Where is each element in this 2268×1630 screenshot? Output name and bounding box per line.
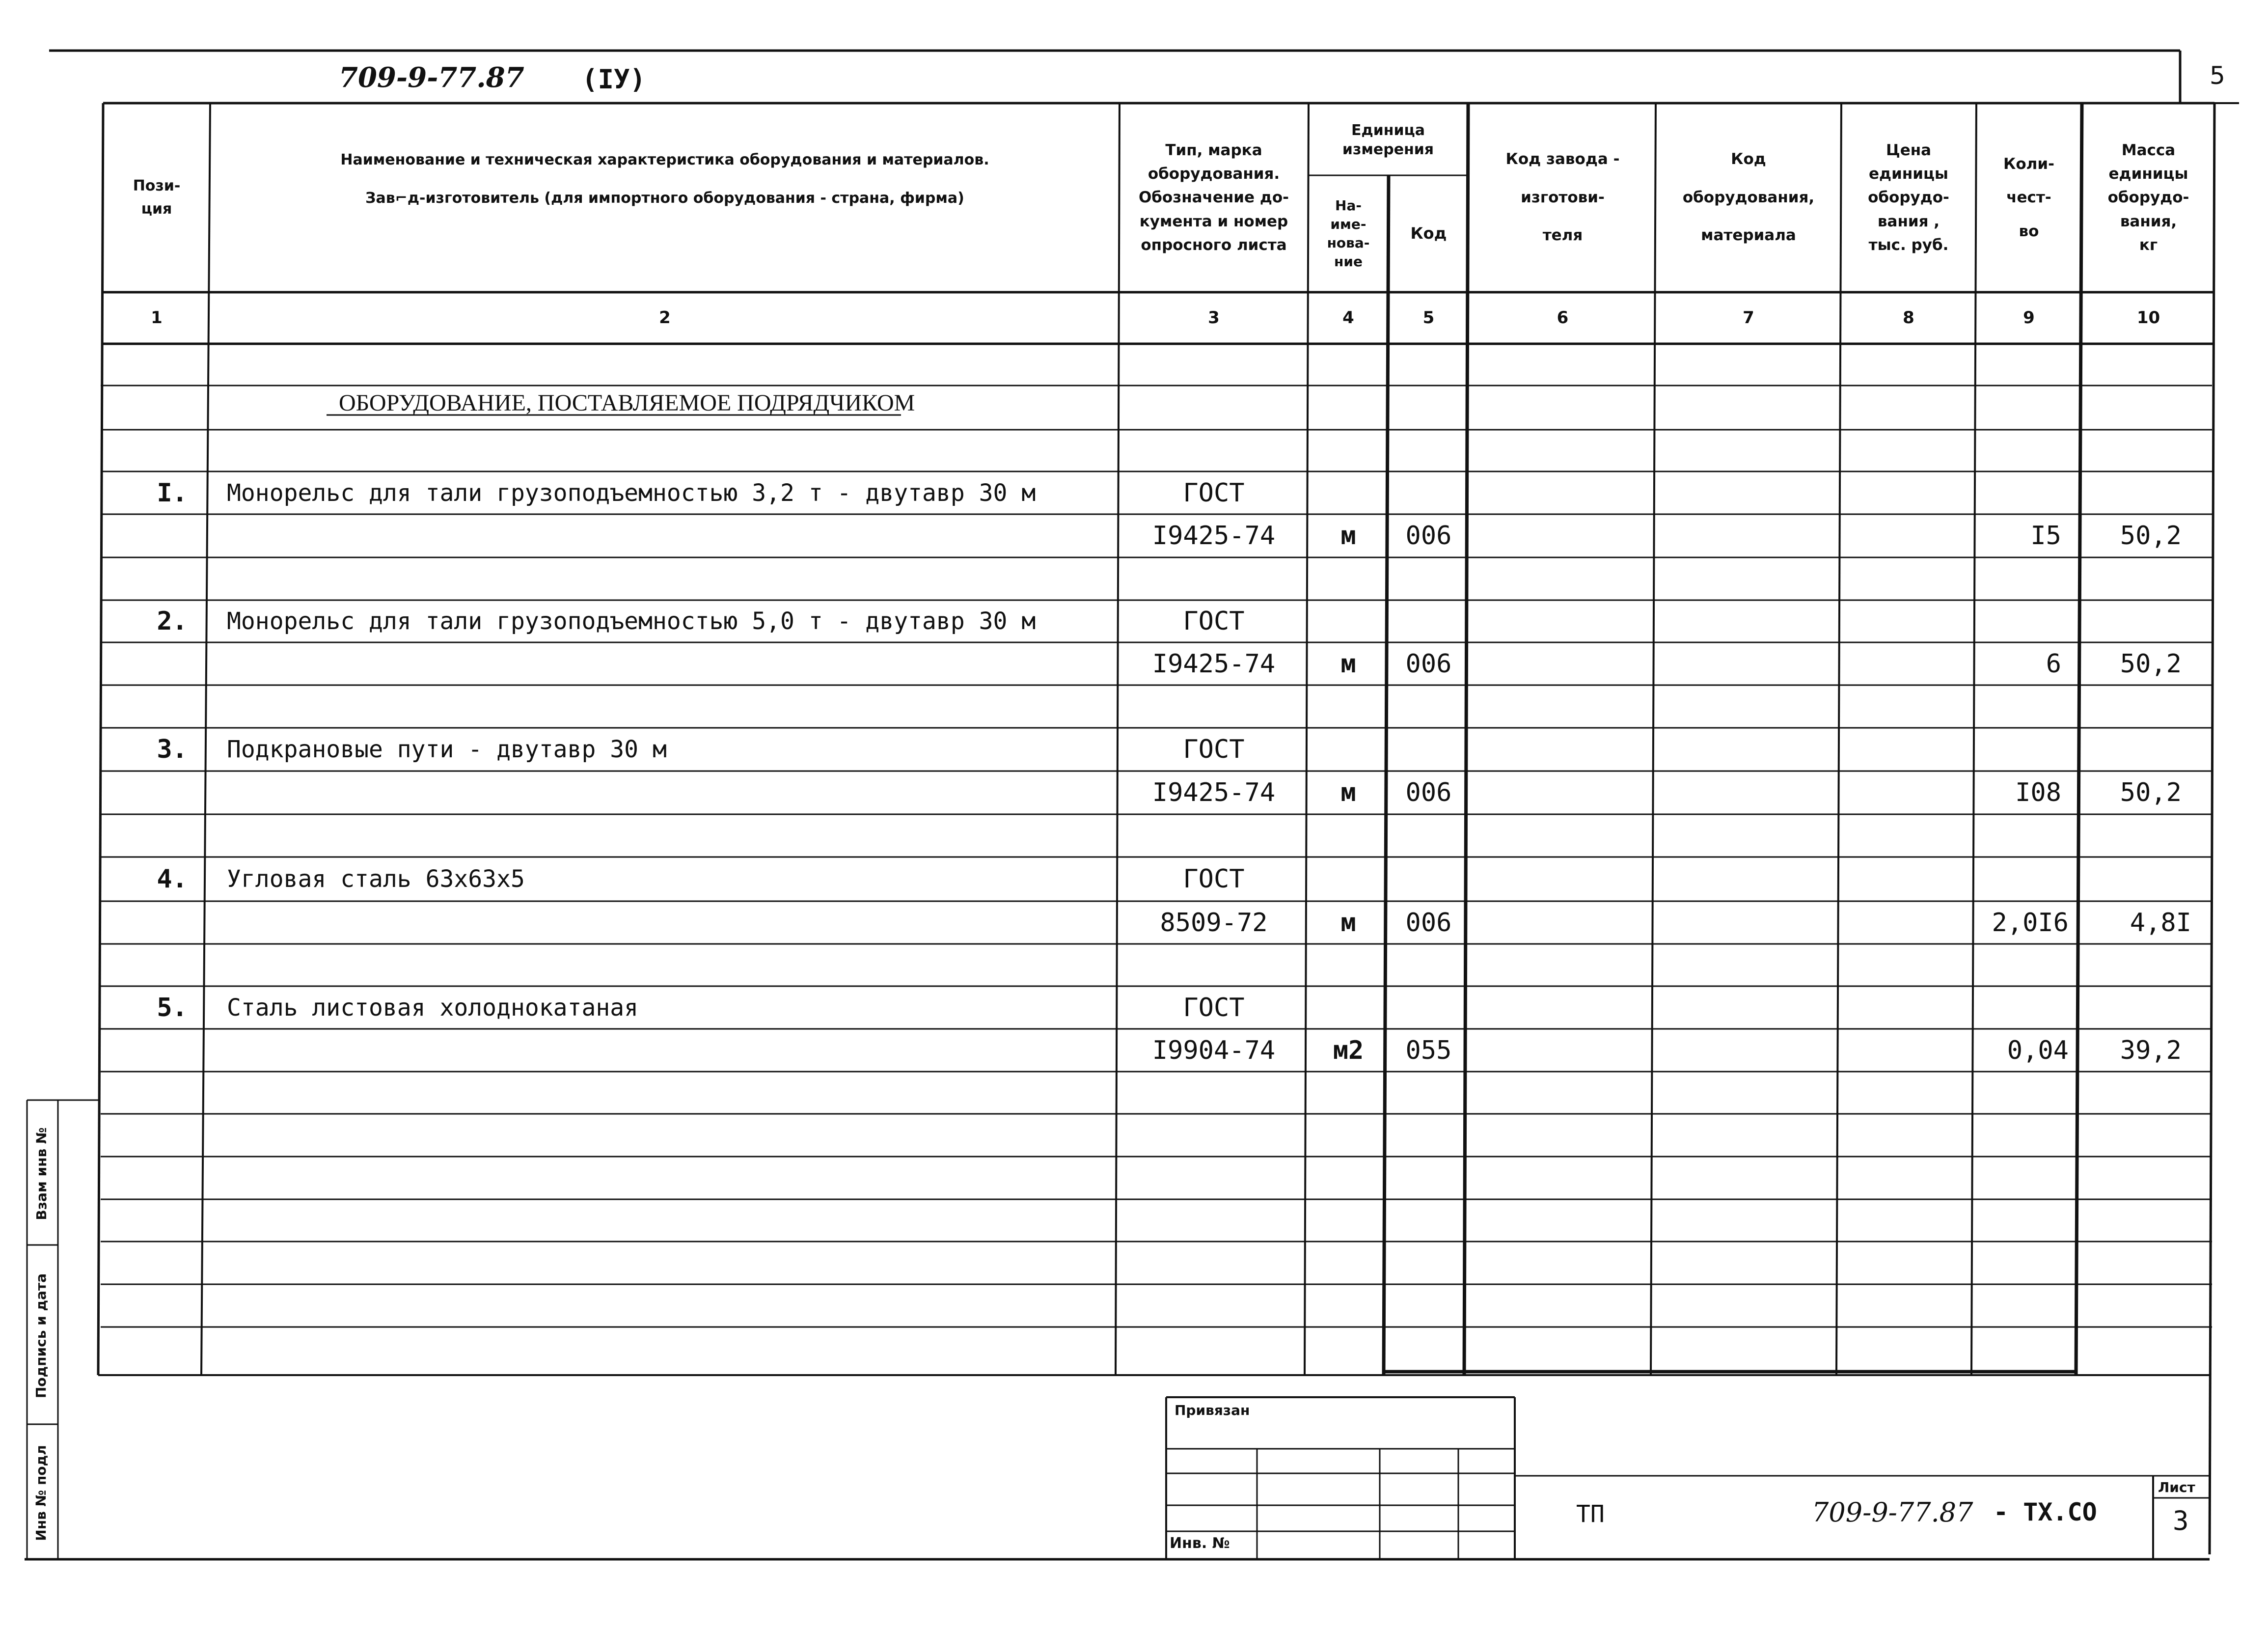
column-number: 10 bbox=[2136, 308, 2160, 328]
item-position: 2. bbox=[157, 607, 188, 636]
column-header-factory-code: Код завода - изготови- теля bbox=[1505, 150, 1620, 245]
item-quantity: I5 bbox=[2030, 521, 2061, 551]
stamp-list-label: Лист bbox=[2158, 1479, 2195, 1495]
column-header-mass: Масса единицы оборудо- вания, кг bbox=[2107, 141, 2189, 254]
item-type-b: 8509-72 bbox=[1160, 908, 1268, 938]
column-header-name: Наименование и техническая характеристика оборудования и материалов. Зав⌐д-изготовитель (для импортного оборудования - страна, фирма) bbox=[340, 151, 989, 207]
column-number: 6 bbox=[1557, 308, 1569, 328]
stamp-list-value: 3 bbox=[2173, 1505, 2189, 1536]
item-position: 3. bbox=[157, 735, 188, 764]
column-header-type: Тип, марка оборудования. Обозначение до- кумента и номер опросного листа bbox=[1138, 141, 1289, 254]
document-code: 709-9-77.87 bbox=[339, 61, 524, 94]
column-number: 9 bbox=[2023, 308, 2035, 328]
item-position: 4. bbox=[157, 864, 188, 894]
item-quantity: 0,04 bbox=[2007, 1035, 2069, 1065]
column-header-position: Пози- ция bbox=[133, 177, 181, 218]
item-quantity: 2,0I6 bbox=[1992, 908, 2069, 938]
item-type-b: I9425-74 bbox=[1152, 521, 1276, 551]
item-unit-code: 055 bbox=[1405, 1035, 1452, 1065]
item-type-a: ГОСТ bbox=[1183, 864, 1245, 894]
item-type-b: I9904-74 bbox=[1152, 1035, 1276, 1065]
stamp-privyazan: Привязан bbox=[1175, 1402, 1250, 1418]
item-name: Подкрановые пути - двутавр 30 м bbox=[227, 736, 667, 763]
item-name: Монорельс для тали грузоподъемностью 3,2 т - двутавр 30 м bbox=[227, 479, 1036, 507]
item-quantity: I08 bbox=[2015, 778, 2061, 807]
item-mass: 50,2 bbox=[2120, 521, 2182, 551]
column-header-material-code: Код оборудования, материала bbox=[1682, 150, 1815, 245]
column-number: 7 bbox=[1743, 308, 1754, 328]
item-mass: 50,2 bbox=[2120, 778, 2182, 807]
item-unit-code: 006 bbox=[1405, 908, 1452, 938]
item-type-a: ГОСТ bbox=[1183, 478, 1245, 508]
column-number: 4 bbox=[1342, 308, 1354, 328]
column-header-unit-group: Единица измерения bbox=[1342, 122, 1434, 158]
item-unit-code: 006 bbox=[1405, 778, 1452, 807]
item-unit: м bbox=[1340, 908, 1356, 938]
item-name: Угловая сталь 63х63х5 bbox=[227, 865, 525, 893]
column-number: 3 bbox=[1208, 308, 1220, 328]
column-header-unit-code: Код bbox=[1410, 224, 1447, 243]
item-position: I. bbox=[157, 478, 188, 508]
item-type-b: I9425-74 bbox=[1152, 649, 1276, 679]
side-label-inv-podl: Инв № подл bbox=[33, 1445, 49, 1541]
stamp-inv-no: Инв. № bbox=[1170, 1535, 1230, 1552]
item-type-a: ГОСТ bbox=[1183, 735, 1245, 764]
section-title: ОБОРУДОВАНИЕ, ПОСТАВЛЯЕМОЕ ПОДРЯДЧИКОМ bbox=[339, 389, 915, 416]
column-header-quantity: Коли- чест- во bbox=[2003, 155, 2054, 240]
item-unit: м2 bbox=[1333, 1035, 1364, 1065]
item-quantity: 6 bbox=[2046, 649, 2061, 679]
column-header-price: Цена единицы оборудо- вания , тыс. руб. bbox=[1868, 141, 1949, 254]
stamp-code: 709-9-77.87 bbox=[1812, 1497, 1973, 1528]
column-number: 8 bbox=[1903, 308, 1914, 328]
item-unit-code: 006 bbox=[1405, 649, 1452, 679]
item-name: Монорельс для тали грузоподъемностью 5,0 т - двутавр 30 м bbox=[227, 608, 1036, 635]
item-position: 5. bbox=[157, 993, 188, 1022]
stamp-suffix: - ТХ.СО bbox=[1994, 1498, 2097, 1526]
item-mass: 50,2 bbox=[2120, 649, 2182, 679]
column-header-unit-name: На- име- нова- ние bbox=[1327, 197, 1370, 270]
item-type-b: I9425-74 bbox=[1152, 778, 1276, 807]
side-label-podpis: Подпись и дата bbox=[33, 1273, 49, 1399]
item-mass: 4,8I bbox=[2130, 908, 2191, 938]
item-unit: м bbox=[1340, 778, 1356, 807]
column-number: 2 bbox=[659, 308, 671, 328]
page-number: 5 bbox=[2210, 61, 2225, 90]
stamp-tp: ТП bbox=[1576, 1500, 1605, 1528]
item-unit: м bbox=[1340, 521, 1356, 551]
item-unit: м bbox=[1340, 649, 1356, 679]
item-name: Сталь листовая холоднокатаная bbox=[227, 994, 639, 1022]
column-number: 5 bbox=[1422, 308, 1435, 328]
item-type-a: ГОСТ bbox=[1183, 607, 1245, 636]
column-number: 1 bbox=[151, 308, 163, 328]
section-mark: (IУ) bbox=[582, 64, 646, 95]
item-unit-code: 006 bbox=[1405, 521, 1452, 551]
item-type-a: ГОСТ bbox=[1183, 993, 1245, 1022]
item-mass: 39,2 bbox=[2120, 1035, 2182, 1065]
side-label-vzam: Взам инв № bbox=[33, 1127, 50, 1220]
